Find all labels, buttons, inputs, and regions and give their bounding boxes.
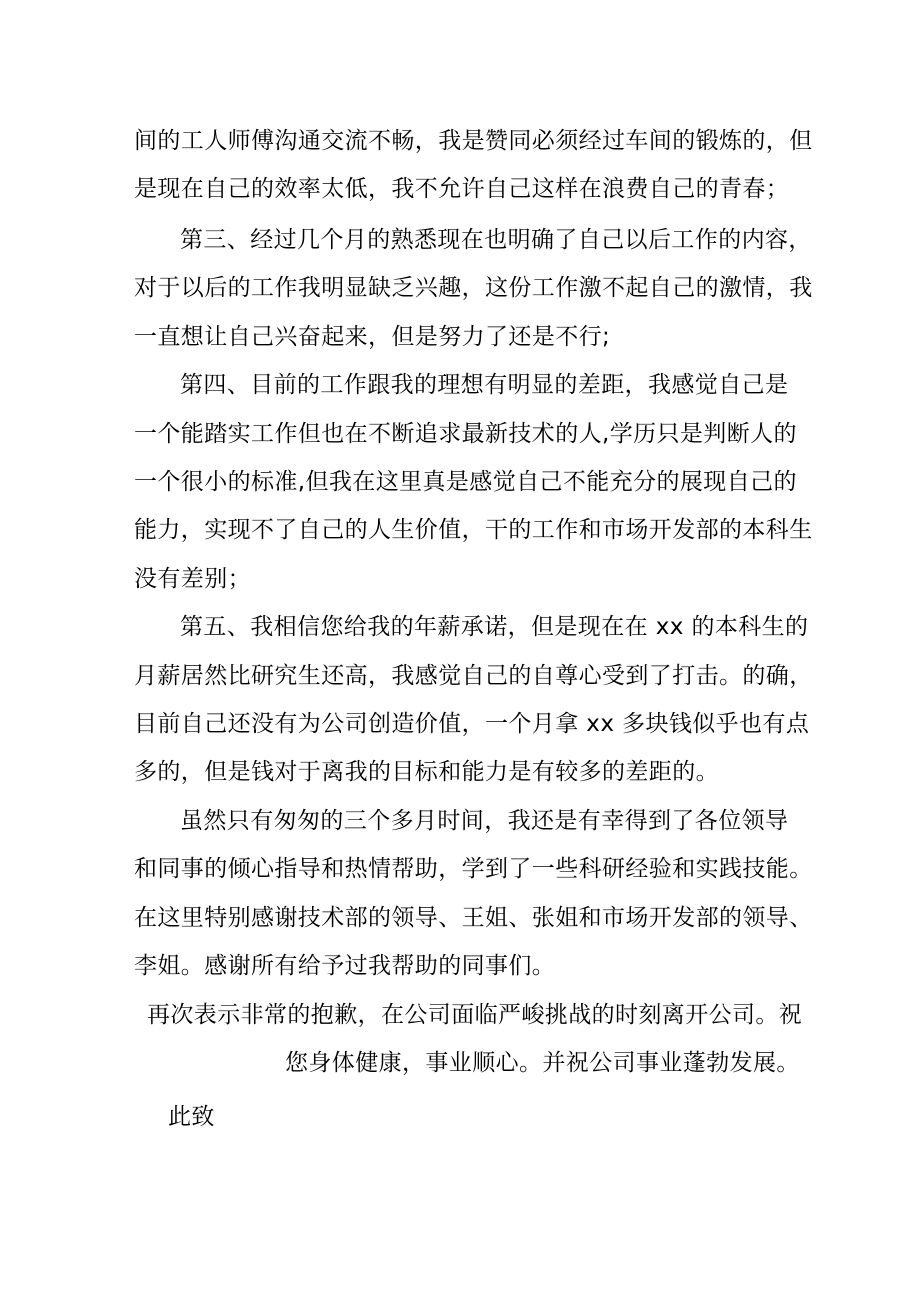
text-line: 一个很小的标准,但我在这里真是感觉自己不能充分的展现自己的 — [134, 469, 797, 495]
text-line: 您身体健康，事业顺心。并祝公司事业蓬勃发展。 — [285, 1050, 800, 1076]
text-line: 李姐。感谢所有给予过我帮助的同事们。 — [134, 953, 556, 979]
text-line: 一个能踏实工作但也在不断追求最新技术的人,学历只是判断人的 — [134, 421, 797, 447]
text-line: 一直想让自己兴奋起来，但是努力了还是不行; — [134, 324, 611, 350]
text-line: 间的工人师傅沟通交流不畅，我是赞同必须经过车间的锻炼的，但 — [134, 128, 813, 154]
text-line: 没有差别； — [134, 566, 251, 592]
text-line: 再次表示非常的抱歉，在公司面临严峻挑战的时刻离开公司。祝 — [147, 1002, 803, 1028]
text-line: 多的，但是钱对于离我的目标和能力是有较多的差距的。 — [134, 759, 719, 785]
text-line: 虽然只有匆匆的三个多月时间，我还是有幸得到了各位领导 — [180, 808, 789, 834]
salutation: 此致 — [168, 1104, 215, 1130]
text-line: 第四、目前的工作跟我的理想有明显的差距，我感觉自己是 — [180, 372, 789, 398]
text-line: 第三、经过几个月的熟悉现在也明确了自己以后工作的内容， — [180, 227, 812, 253]
text-line: 和同事的倾心指导和热情帮助，学到了一些科研经验和实践技能。 — [134, 856, 813, 882]
text-line: 在这里特别感谢技术部的领导、王姐、张姐和市场开发部的领导、 — [134, 905, 813, 931]
text-line: 月薪居然比研究生还高，我感觉自己的自尊心受到了打击。的确， — [134, 663, 813, 689]
text-line: 是现在自己的效率太低，我不允许自己这样在浪费自己的青春； — [134, 176, 790, 202]
text-line: 能力，实现不了自己的人生价值，干的工作和市场开发部的本科生 — [134, 517, 813, 543]
text-line: 对于以后的工作我明显缺乏兴趣，这份工作激不起自己的激情，我 — [134, 275, 813, 301]
text-line: 目前自己还没有为公司创造价值，一个月拿 xx 多块钱似乎也有点 — [134, 711, 810, 737]
text-line: 第五、我相信您给我的年薪承诺，但是现在在 xx 的本科生的 — [180, 614, 809, 640]
